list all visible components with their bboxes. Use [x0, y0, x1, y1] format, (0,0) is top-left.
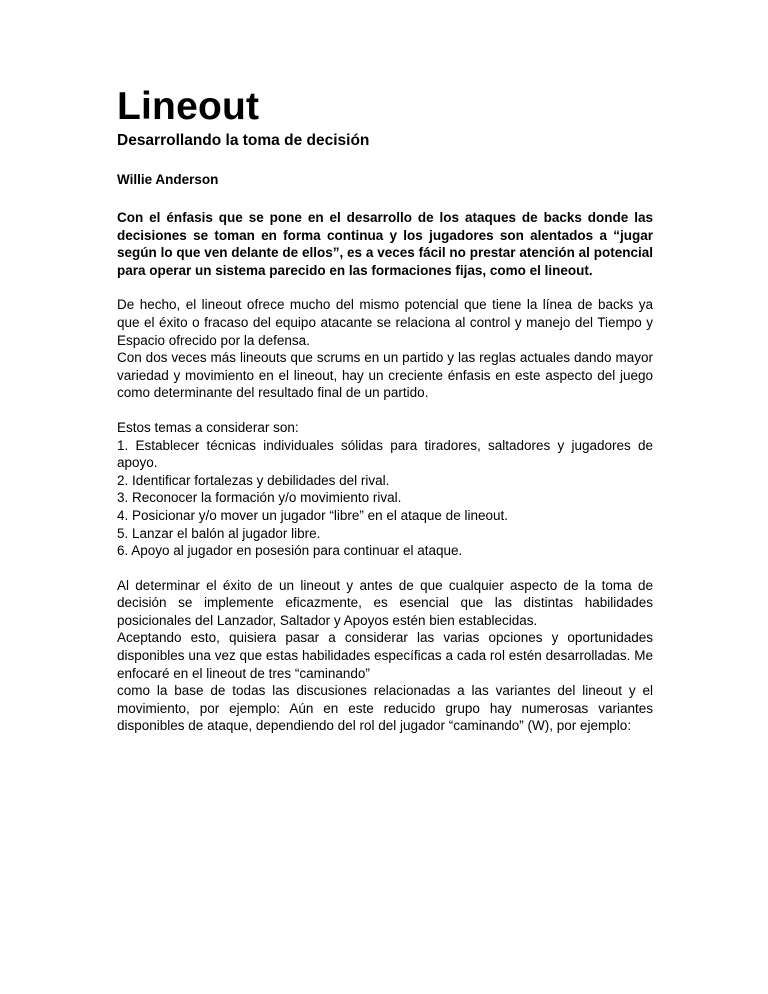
author-name: Willie Anderson: [117, 172, 219, 187]
list-item: 4. Posicionar y/o mover un jugador “libre” en el ataque de lineout.: [117, 507, 508, 523]
list-item: 2. Identificar fortalezas y debilidades del rival.: [117, 472, 390, 488]
paragraph-4b: como la base de todas las discusiones relacionadas a las variantes del lineout y el movimiento, por ejemplo: Aún en este reducido grupo hay numerosas variantes disponibles de ataque, dependiendo del rol del jugador “caminando” (W), por ejemplo:: [117, 683, 653, 734]
list-heading: Estos temas a considerar son:: [117, 419, 299, 435]
paragraph-2: Con dos veces más lineouts que scrums en un partido y las reglas actuales dando mayor variedad y movimiento en el lineout, hay un creciente énfasis en este aspecto del juego como determinante del resultado final de un partido.: [117, 350, 653, 401]
list-item: 3. Reconocer la formación y/o movimiento rival.: [117, 490, 402, 506]
list-item: 6. Apoyo al jugador en posesión para continuar el ataque.: [117, 543, 463, 559]
paragraph-3: Al determinar el éxito de un lineout y antes de que cualquier aspecto de la toma de decisión se implemente eficazmente, es esencial que las distintas habilidades posicionales del Lanzador, Saltador y Apoyos estén bien establecidas.: [117, 577, 653, 628]
topics-list: [117, 437, 653, 560]
document-title: Lineout: [117, 85, 260, 128]
paragraph-1: De hecho, el lineout ofrece mucho del mismo potencial que tiene la línea de backs ya que el éxito o fracaso del equipo atacante se relaciona al control y manejo del Tiempo y Espacio ofrecido por la defensa.: [117, 297, 653, 348]
paragraph-4a: Aceptando esto, quisiera pasar a considerar las varias opciones y oportunidades disponibles una vez que estas habilidades específicas a cada rol estén desarrolladas. Me enfocaré en el lineout de tres “caminando”: [117, 630, 653, 681]
document-subtitle: Desarrollando la toma de decisión: [117, 132, 370, 149]
intro-paragraph: Con el énfasis que se pone en el desarrollo de los ataques de backs donde las decisiones se toman en forma continua y los jugadores son alentados a “jugar según lo que ven delante de ellos”, es a veces fácil no prestar atención al potencial para operar un sistema parecido en las formaciones fijas, como el lineout.: [117, 210, 653, 278]
document-page: [117, 84, 653, 735]
list-item: 1. Establecer técnicas individuales sólidas para tiradores, saltadores y jugadores de apoyo.: [117, 437, 653, 471]
list-item: 5. Lanzar el balón al jugador libre.: [117, 525, 321, 541]
